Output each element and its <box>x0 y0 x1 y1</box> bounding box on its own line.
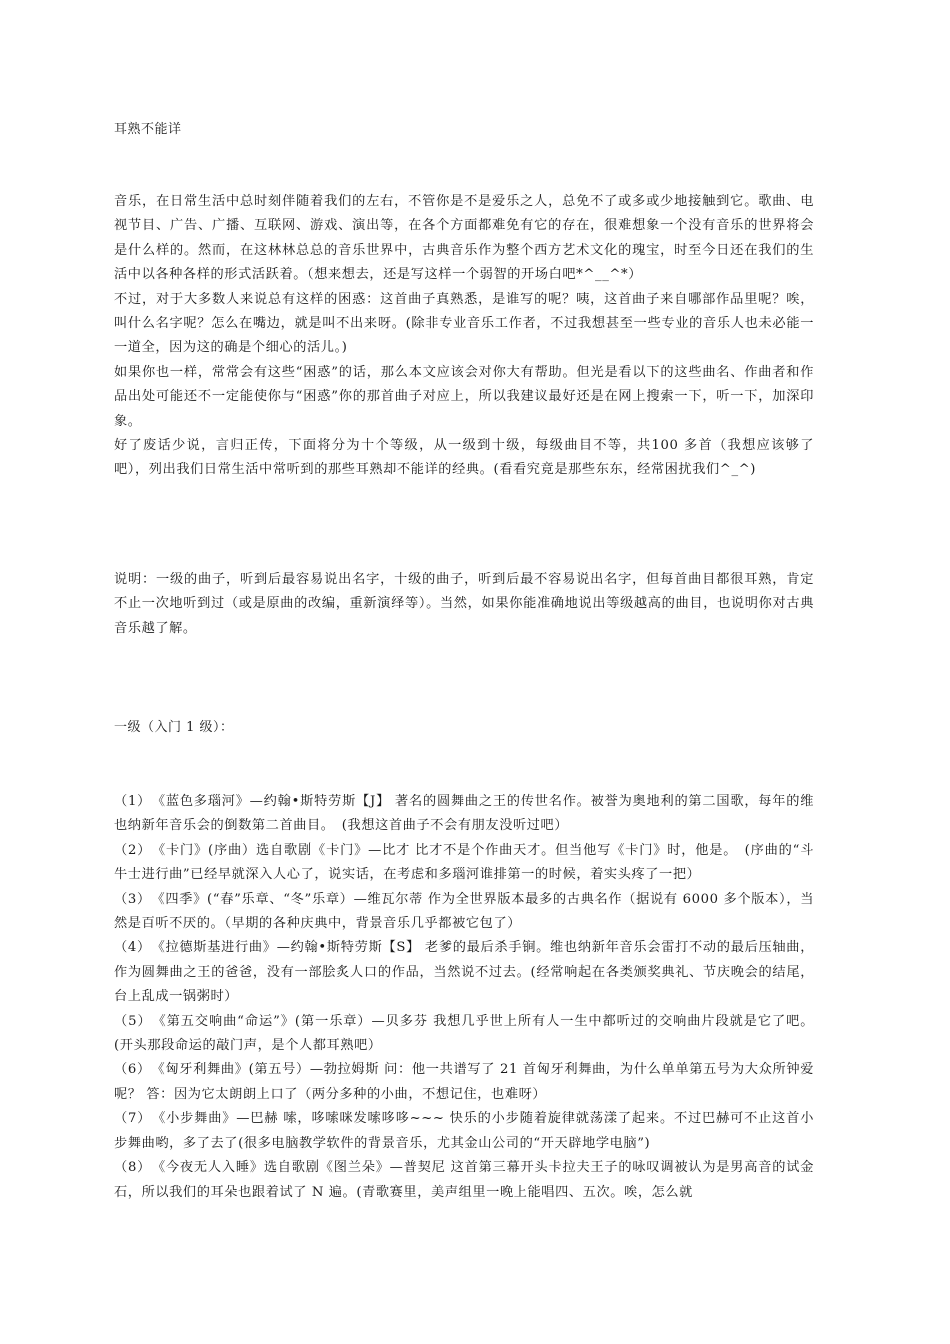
intro-paragraph: 如果你也一样，常常会有这些“困惑”的话，那么本文应该会对你大有帮助。但光是看以下的这些曲名、作曲者和作品出处可能还不一定能使你与“困惑”你的那首曲子对应上，所以我建议最好还是在网上搜索一下，听一下，加深印象。 <box>114 364 814 429</box>
list-item: （5） 《第五交响曲“命运”》(第一乐章）—贝多芬 我想几乎世上所有人一生中都听过的交响曲片段就是它了吧。(开头那段命运的敲门声，是个人都耳熟吧） <box>114 1013 814 1054</box>
intro-section <box>114 190 814 483</box>
intro-paragraph: 音乐，在日常生活中总时刻伴随着我们的左右，不管你是不是爱乐之人，总免不了或多或少地接触到它。歌曲、电视节目、广告、广播、互联网、游戏、演出等，在各个方面都难免有它的存在，很难想象一个没有音乐的世界将会是什么样的。然而，在这林林总总的音乐世界中，古典音乐作为整个西方艺术文化的瑰宝，时至今日还在我们的生活中以各种各样的形式活跃着。（想来想去，还是写这样一个弱智的开场白吧*^__^*） <box>114 194 814 283</box>
entry-list <box>114 790 814 1205</box>
intro-paragraph: 好了废话少说，言归正传，下面将分为十个等级，从一级到十级，每级曲目不等，共100 多首（我想应该够了吧），列出我们日常生活中常听到的那些耳熟却不能详的经典。(看看究竟是那些东东，经常困扰我们^_^) <box>114 438 814 478</box>
intro-paragraph: 不过，对于大多数人来说总有这样的困惑：这首曲子真熟悉，是谁写的呢？咦，这首曲子来自哪部作品里呢？唉，叫什么名字呢？怎么在嘴边，就是叫不出来呀。(除非专业音乐工作者，不过我想甚至一些专业的音乐人也未必能一一道全，因为这的确是个细心的活儿。) <box>114 291 814 356</box>
list-item: （4） 《拉德斯基进行曲》—约翰•斯特劳斯【S】 老爹的最后杀手锏。维也纳新年音乐会雷打不动的最后压轴曲，作为圆舞曲之王的爸爸，没有一部脍炙人口的作品，当然说不过去。(经常响起在各类颁奖典礼、节庆晚会的结尾，台上乱成一锅粥时） <box>114 940 814 1005</box>
list-item: （1） 《蓝色多瑙河》—约翰•斯特劳斯【J】 著名的圆舞曲之王的传世名作。被誉为奥地利的第二国歌，每年的维也纳新年音乐会的倒数第二首曲目。 (我想这首曲子不会有朋友没听过吧） <box>114 794 814 834</box>
list-item: （7） 《小步舞曲》—巴赫 嗦，哆嗦咪发嗦哆哆~~~ 快乐的小步随着旋律就荡漾了起来。不过巴赫可不止这首小步舞曲哟，多了去了(很多电脑教学软件的背景音乐，尤其金山公司的“开天辟地学电脑”) <box>114 1111 814 1151</box>
document-title: 耳熟不能详 <box>114 122 182 137</box>
list-item: （3） 《四季》(“春”乐章、“冬”乐章）—维瓦尔蒂 作为全世界版本最多的古典名作（据说有 6000 多个版本），当然是百听不厌的。（早期的各种庆典中，背景音乐几乎都被它包了） <box>114 891 814 932</box>
list-item: （8） 《今夜无人入睡》选自歌剧《图兰朵》—普契尼 这首第三幕开头卡拉夫王子的咏叹调被认为是男高音的试金石，所以我们的耳朵也跟着试了 N 遍。(青歌赛里，美声组里一晚上能唱四、五次。唉，怎么就 <box>114 1160 814 1200</box>
level-heading: 一级（入门 1 级）： <box>114 720 234 735</box>
list-item: （2） 《卡门》(序曲）选自歌剧《卡门》—比才 比才不是个作曲天才。但当他写《卡门》时，他是。 (序曲的“斗牛士进行曲”已经早就深入人心了，说实话，在考虑和多瑙河谁排第一的时候，着实头疼了一把） <box>114 842 814 883</box>
list-item: （6） 《匈牙利舞曲》(第五号）—勃拉姆斯 问：他一共谱写了 21 首匈牙利舞曲，为什么单单第五号为大众所钟爱呢？ 答：因为它太朗朗上口了（两分多种的小曲，不想记住，也难呀） <box>114 1062 814 1102</box>
note-paragraph: 说明：一级的曲子，听到后最容易说出名字，十级的曲子，听到后最不容易说出名字，但每首曲目都很耳熟，肯定不止一次地听到过（或是原曲的改编，重新演绎等）。当然，如果你能准确地说出等级越高的曲目，也说明你对古典音乐越了解。 <box>114 572 814 636</box>
note-section <box>114 568 814 641</box>
